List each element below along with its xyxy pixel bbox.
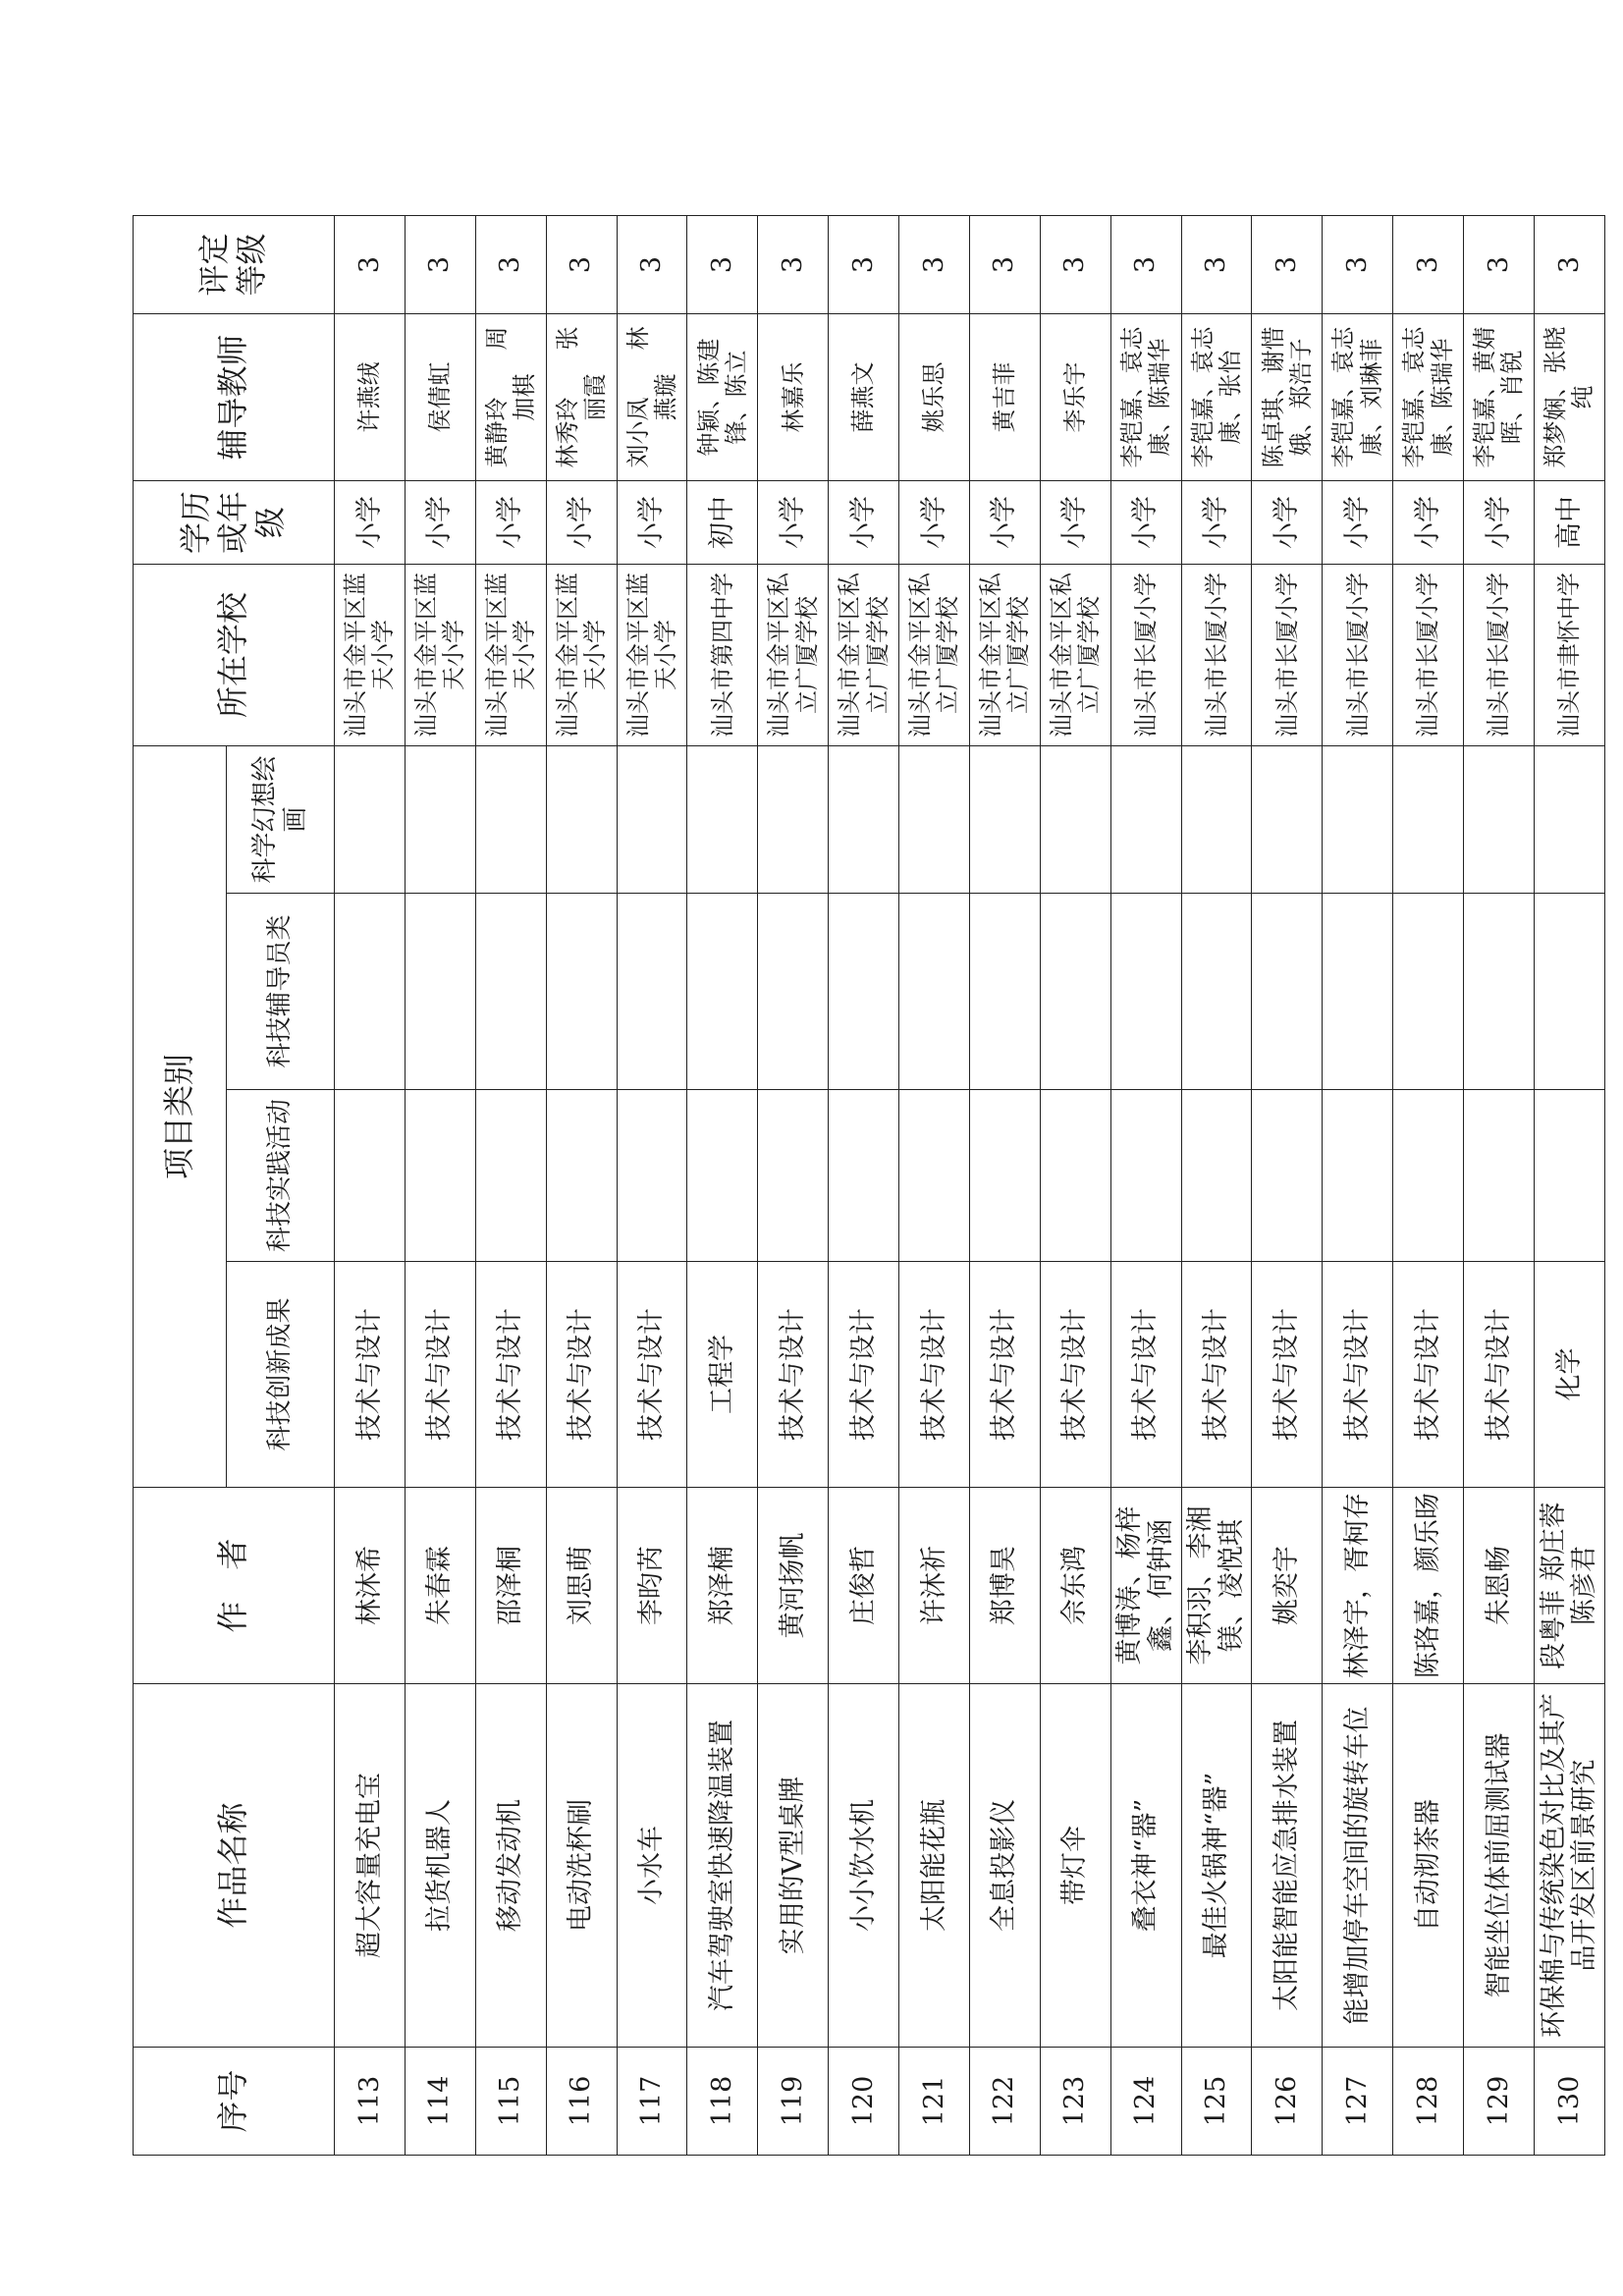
cell-author: 陈珞嘉，颜乐旸 bbox=[1393, 1488, 1464, 1684]
cell-cat-practice bbox=[1323, 1090, 1393, 1262]
cell-cat-painting bbox=[617, 745, 687, 893]
cell-cat-teacher bbox=[405, 894, 475, 1090]
cell-work-name: 叠衣神“器” bbox=[1110, 1684, 1181, 2048]
cell-cat-painting bbox=[1040, 745, 1110, 893]
cell-grade: 小学 bbox=[1252, 480, 1323, 564]
table-row bbox=[829, 215, 899, 2155]
cell-teacher: 李铠嘉、袁志康、张怡 bbox=[1181, 313, 1252, 480]
cell-cat-teacher bbox=[1040, 894, 1110, 1090]
cell-cat-teacher bbox=[475, 894, 546, 1090]
cell-school: 汕头市金平区私立广厦学校 bbox=[758, 564, 829, 745]
cell-cat-teacher bbox=[335, 894, 406, 1090]
cell-cat-innovation: 技术与设计 bbox=[969, 1262, 1040, 1488]
cell-work-name: 环保棉与传统染色对比及其产品开发区前景研究 bbox=[1534, 1684, 1604, 2048]
header-cat-innovation: 科技创新成果 bbox=[227, 1262, 335, 1488]
cell-cat-painting bbox=[1110, 745, 1181, 893]
cell-cat-teacher bbox=[1110, 894, 1181, 1090]
cell-cat-teacher bbox=[1534, 894, 1604, 1090]
cell-grade: 小学 bbox=[405, 480, 475, 564]
cell-work-name: 太阳能智能应急排水装置 bbox=[1252, 1684, 1323, 2048]
cell-seq: 130 bbox=[1534, 2048, 1604, 2156]
cell-level: 3 bbox=[687, 215, 758, 313]
cell-work-name: 超大容量充电宝 bbox=[335, 1684, 406, 2048]
cell-author: 黄博涛、杨梓鑫、何钟涵 bbox=[1110, 1488, 1181, 1684]
cell-grade: 小学 bbox=[1181, 480, 1252, 564]
cell-cat-painting bbox=[546, 745, 617, 893]
cell-teacher: 李铠嘉、袁志康、刘琳菲 bbox=[1323, 313, 1393, 480]
header-grade: 学历或年级 bbox=[134, 480, 335, 564]
cell-cat-painting bbox=[829, 745, 899, 893]
table-row bbox=[1252, 215, 1323, 2155]
cell-level: 3 bbox=[1464, 215, 1535, 313]
cell-cat-practice bbox=[899, 1090, 970, 1262]
cell-seq: 118 bbox=[687, 2048, 758, 2156]
cell-school: 汕头市长厦小学 bbox=[1464, 564, 1535, 745]
cell-author: 郑泽楠 bbox=[687, 1488, 758, 1684]
cell-cat-teacher bbox=[758, 894, 829, 1090]
cell-cat-painting bbox=[405, 745, 475, 893]
cell-work-name: 智能坐位体前屈测试器 bbox=[1464, 1684, 1535, 2048]
cell-cat-painting bbox=[1181, 745, 1252, 893]
table-row bbox=[1464, 215, 1535, 2155]
cell-teacher: 李乐宇 bbox=[1040, 313, 1110, 480]
cell-teacher: 李铠嘉、袁志康、陈瑞华 bbox=[1393, 313, 1464, 480]
cell-seq: 113 bbox=[335, 2048, 406, 2156]
cell-teacher: 黄静玲 周加棋 bbox=[475, 313, 546, 480]
cell-level: 3 bbox=[335, 215, 406, 313]
cell-cat-painting bbox=[335, 745, 406, 893]
cell-cat-painting bbox=[1534, 745, 1604, 893]
cell-cat-teacher bbox=[1393, 894, 1464, 1090]
cell-cat-innovation: 技术与设计 bbox=[617, 1262, 687, 1488]
cell-work-name: 太阳能花瓶 bbox=[899, 1684, 970, 2048]
cell-author: 许沐祈 bbox=[899, 1488, 970, 1684]
table-row bbox=[1393, 215, 1464, 2155]
cell-grade: 初中 bbox=[687, 480, 758, 564]
header-level: 评定等级 bbox=[134, 215, 335, 313]
cell-level: 3 bbox=[1393, 215, 1464, 313]
cell-school: 汕头市金平区私立广厦学校 bbox=[1040, 564, 1110, 745]
cell-level: 3 bbox=[1181, 215, 1252, 313]
table-row bbox=[687, 215, 758, 2155]
cell-cat-painting bbox=[1252, 745, 1323, 893]
cell-seq: 122 bbox=[969, 2048, 1040, 2156]
header-cat-teacher: 科技辅导员类 bbox=[227, 894, 335, 1090]
table-row bbox=[475, 215, 546, 2155]
table-row bbox=[899, 215, 970, 2155]
cell-teacher: 姚乐思 bbox=[899, 313, 970, 480]
cell-school: 汕头市聿怀中学 bbox=[1534, 564, 1604, 745]
cell-level: 3 bbox=[1040, 215, 1110, 313]
cell-grade: 小学 bbox=[1323, 480, 1393, 564]
cell-cat-innovation: 技术与设计 bbox=[758, 1262, 829, 1488]
cell-work-name: 实用的V型桌牌 bbox=[758, 1684, 829, 2048]
cell-author: 刘思萌 bbox=[546, 1488, 617, 1684]
cell-level: 3 bbox=[758, 215, 829, 313]
cell-seq: 124 bbox=[1110, 2048, 1181, 2156]
cell-teacher: 郑梦娴、张晓纯 bbox=[1534, 313, 1604, 480]
cell-work-name: 汽车驾驶室快速降温装置 bbox=[687, 1684, 758, 2048]
cell-level: 3 bbox=[1110, 215, 1181, 313]
rotated-page bbox=[133, 216, 1605, 2156]
table-row bbox=[1534, 215, 1604, 2155]
cell-level: 3 bbox=[1252, 215, 1323, 313]
cell-level: 3 bbox=[829, 215, 899, 313]
cell-level: 3 bbox=[475, 215, 546, 313]
cell-grade: 小学 bbox=[1393, 480, 1464, 564]
cell-seq: 127 bbox=[1323, 2048, 1393, 2156]
cell-level: 3 bbox=[969, 215, 1040, 313]
cell-cat-practice bbox=[546, 1090, 617, 1262]
cell-author: 姚奕宇 bbox=[1252, 1488, 1323, 1684]
cell-cat-practice bbox=[829, 1090, 899, 1262]
cell-cat-teacher bbox=[1464, 894, 1535, 1090]
cell-cat-teacher bbox=[1323, 894, 1393, 1090]
cell-cat-practice bbox=[1110, 1090, 1181, 1262]
cell-teacher: 李铠嘉、袁志康、陈瑞华 bbox=[1110, 313, 1181, 480]
table-header bbox=[134, 215, 335, 2155]
cell-level: 3 bbox=[617, 215, 687, 313]
cell-school: 汕头市金平区私立广厦学校 bbox=[969, 564, 1040, 745]
cell-cat-painting bbox=[475, 745, 546, 893]
cell-cat-innovation: 技术与设计 bbox=[405, 1262, 475, 1488]
table-row bbox=[758, 215, 829, 2155]
cell-seq: 121 bbox=[899, 2048, 970, 2156]
cell-school: 汕头市长厦小学 bbox=[1393, 564, 1464, 745]
cell-cat-practice bbox=[1040, 1090, 1110, 1262]
cell-grade: 小学 bbox=[335, 480, 406, 564]
cell-cat-painting bbox=[899, 745, 970, 893]
table-row bbox=[1323, 215, 1393, 2155]
cell-grade: 小学 bbox=[475, 480, 546, 564]
cell-school: 汕头市金平区蓝天小学 bbox=[617, 564, 687, 745]
cell-teacher: 黄吉菲 bbox=[969, 313, 1040, 480]
cell-cat-practice bbox=[405, 1090, 475, 1262]
cell-work-name: 电动洗杯刷 bbox=[546, 1684, 617, 2048]
cell-grade: 小学 bbox=[546, 480, 617, 564]
cell-cat-practice bbox=[969, 1090, 1040, 1262]
cell-seq: 123 bbox=[1040, 2048, 1110, 2156]
cell-work-name: 最佳火锅神“器” bbox=[1181, 1684, 1252, 2048]
cell-school: 汕头市金平区私立广厦学校 bbox=[899, 564, 970, 745]
header-cat-painting: 科学幻想绘画 bbox=[227, 745, 335, 893]
cell-teacher: 许燕绒 bbox=[335, 313, 406, 480]
cell-school: 汕头市金平区蓝天小学 bbox=[475, 564, 546, 745]
cell-seq: 120 bbox=[829, 2048, 899, 2156]
cell-work-name: 全息投影仪 bbox=[969, 1684, 1040, 2048]
cell-school: 汕头市金平区蓝天小学 bbox=[405, 564, 475, 745]
cell-cat-practice bbox=[1252, 1090, 1323, 1262]
cell-cat-teacher bbox=[687, 894, 758, 1090]
cell-work-name: 带灯伞 bbox=[1040, 1684, 1110, 2048]
cell-seq: 117 bbox=[617, 2048, 687, 2156]
cell-cat-practice bbox=[758, 1090, 829, 1262]
cell-work-name: 拉货机器人 bbox=[405, 1684, 475, 2048]
cell-cat-innovation: 技术与设计 bbox=[899, 1262, 970, 1488]
cell-work-name: 小小饮水机 bbox=[829, 1684, 899, 2048]
cell-seq: 114 bbox=[405, 2048, 475, 2156]
cell-cat-teacher bbox=[546, 894, 617, 1090]
cell-cat-teacher bbox=[969, 894, 1040, 1090]
cell-teacher: 林秀玲 张丽霞 bbox=[546, 313, 617, 480]
cell-work-name: 自动沏茶器 bbox=[1393, 1684, 1464, 2048]
cell-seq: 125 bbox=[1181, 2048, 1252, 2156]
cell-author: 林沐希 bbox=[335, 1488, 406, 1684]
cell-teacher: 刘小凤 林燕璇 bbox=[617, 313, 687, 480]
cell-cat-painting bbox=[1464, 745, 1535, 893]
cell-level: 3 bbox=[1323, 215, 1393, 313]
header-cat-practice: 科技实践活动 bbox=[227, 1090, 335, 1262]
cell-cat-innovation: 技术与设计 bbox=[1323, 1262, 1393, 1488]
cell-seq: 115 bbox=[475, 2048, 546, 2156]
cell-grade: 小学 bbox=[1040, 480, 1110, 564]
cell-author: 黄河扬帆 bbox=[758, 1488, 829, 1684]
cell-teacher: 陈卓琪、谢惜娥、郑浩子 bbox=[1252, 313, 1323, 480]
cell-cat-teacher bbox=[1252, 894, 1323, 1090]
header-category: 项目类别 bbox=[134, 745, 227, 1487]
cell-level: 3 bbox=[899, 215, 970, 313]
cell-cat-practice bbox=[617, 1090, 687, 1262]
cell-cat-innovation: 化学 bbox=[1534, 1262, 1604, 1488]
table-row bbox=[1110, 215, 1181, 2155]
cell-grade: 小学 bbox=[1464, 480, 1535, 564]
cell-grade: 小学 bbox=[899, 480, 970, 564]
cell-seq: 128 bbox=[1393, 2048, 1464, 2156]
cell-cat-painting bbox=[1393, 745, 1464, 893]
cell-cat-practice bbox=[335, 1090, 406, 1262]
cell-cat-practice bbox=[1534, 1090, 1604, 1262]
cell-cat-practice bbox=[687, 1090, 758, 1262]
cell-author: 段粤菲 郑庄蓉 陈彦君 bbox=[1534, 1488, 1604, 1684]
cell-grade: 小学 bbox=[617, 480, 687, 564]
table-body bbox=[335, 215, 1605, 2155]
header-work-name: 作品名称 bbox=[134, 1684, 335, 2048]
cell-cat-practice bbox=[1181, 1090, 1252, 1262]
cell-work-name: 移动发动机 bbox=[475, 1684, 546, 2048]
cell-school: 汕头市金平区蓝天小学 bbox=[546, 564, 617, 745]
header-school: 所在学校 bbox=[134, 564, 335, 745]
cell-cat-innovation: 技术与设计 bbox=[1393, 1262, 1464, 1488]
table-row bbox=[1181, 215, 1252, 2155]
cell-cat-teacher bbox=[899, 894, 970, 1090]
cell-cat-innovation: 技术与设计 bbox=[1110, 1262, 1181, 1488]
cell-author: 李昀芮 bbox=[617, 1488, 687, 1684]
cell-author: 李积羽、李湘镁、凌悦琪 bbox=[1181, 1488, 1252, 1684]
header-teacher: 辅导教师 bbox=[134, 313, 335, 480]
cell-teacher: 薛燕文 bbox=[829, 313, 899, 480]
cell-author: 郑博昊 bbox=[969, 1488, 1040, 1684]
table-row bbox=[546, 215, 617, 2155]
cell-level: 3 bbox=[1534, 215, 1604, 313]
cell-school: 汕头市长厦小学 bbox=[1110, 564, 1181, 745]
cell-cat-painting bbox=[969, 745, 1040, 893]
cell-work-name: 能增加停车空间的旋转车位 bbox=[1323, 1684, 1393, 2048]
cell-cat-innovation: 技术与设计 bbox=[1181, 1262, 1252, 1488]
cell-cat-innovation: 技术与设计 bbox=[546, 1262, 617, 1488]
cell-grade: 高中 bbox=[1534, 480, 1604, 564]
table-row bbox=[617, 215, 687, 2155]
cell-school: 汕头市金平区蓝天小学 bbox=[335, 564, 406, 745]
cell-cat-practice bbox=[1393, 1090, 1464, 1262]
cell-school: 汕头市金平区私立广厦学校 bbox=[829, 564, 899, 745]
cell-cat-innovation: 技术与设计 bbox=[1252, 1262, 1323, 1488]
cell-school: 汕头市长厦小学 bbox=[1252, 564, 1323, 745]
cell-cat-innovation: 技术与设计 bbox=[475, 1262, 546, 1488]
table-row bbox=[1040, 215, 1110, 2155]
cell-cat-teacher bbox=[829, 894, 899, 1090]
cell-teacher: 侯倩虹 bbox=[405, 313, 475, 480]
cell-cat-innovation: 技术与设计 bbox=[1464, 1262, 1535, 1488]
cell-cat-innovation: 技术与设计 bbox=[829, 1262, 899, 1488]
cell-author: 朱恩畅 bbox=[1464, 1488, 1535, 1684]
cell-work-name: 小水车 bbox=[617, 1684, 687, 2048]
cell-seq: 116 bbox=[546, 2048, 617, 2156]
table-row bbox=[405, 215, 475, 2155]
cell-grade: 小学 bbox=[1110, 480, 1181, 564]
cell-teacher: 林嘉乐 bbox=[758, 313, 829, 480]
cell-author: 庄俊哲 bbox=[829, 1488, 899, 1684]
cell-author: 朱春霖 bbox=[405, 1488, 475, 1684]
cell-author: 林泽宇，胥柯存 bbox=[1323, 1488, 1393, 1684]
table-row bbox=[335, 215, 406, 2155]
cell-cat-innovation: 技术与设计 bbox=[1040, 1262, 1110, 1488]
cell-author: 邵泽桐 bbox=[475, 1488, 546, 1684]
cell-cat-painting bbox=[1323, 745, 1393, 893]
cell-seq: 126 bbox=[1252, 2048, 1323, 2156]
cell-grade: 小学 bbox=[829, 480, 899, 564]
cell-teacher: 钟颖、陈建锋、陈立 bbox=[687, 313, 758, 480]
header-seq: 序号 bbox=[134, 2048, 335, 2156]
cell-cat-practice bbox=[475, 1090, 546, 1262]
table-row bbox=[969, 215, 1040, 2155]
cell-grade: 小学 bbox=[758, 480, 829, 564]
cell-school: 汕头市长厦小学 bbox=[1323, 564, 1393, 745]
cell-cat-practice bbox=[1464, 1090, 1535, 1262]
cell-cat-painting bbox=[687, 745, 758, 893]
cell-cat-painting bbox=[758, 745, 829, 893]
awards-table bbox=[133, 215, 1605, 2156]
cell-teacher: 李铠嘉、黄婧晖、肖锐 bbox=[1464, 313, 1535, 480]
cell-school: 汕头市长厦小学 bbox=[1181, 564, 1252, 745]
cell-author: 佘东鸿 bbox=[1040, 1488, 1110, 1684]
cell-school: 汕头市第四中学 bbox=[687, 564, 758, 745]
header-author: 作 者 bbox=[134, 1488, 335, 1684]
cell-cat-teacher bbox=[617, 894, 687, 1090]
cell-seq: 129 bbox=[1464, 2048, 1535, 2156]
cell-seq: 119 bbox=[758, 2048, 829, 2156]
cell-grade: 小学 bbox=[969, 480, 1040, 564]
cell-level: 3 bbox=[405, 215, 475, 313]
cell-level: 3 bbox=[546, 215, 617, 313]
cell-cat-innovation: 技术与设计 bbox=[335, 1262, 406, 1488]
cell-cat-innovation: 工程学 bbox=[687, 1262, 758, 1488]
cell-cat-teacher bbox=[1181, 894, 1252, 1090]
